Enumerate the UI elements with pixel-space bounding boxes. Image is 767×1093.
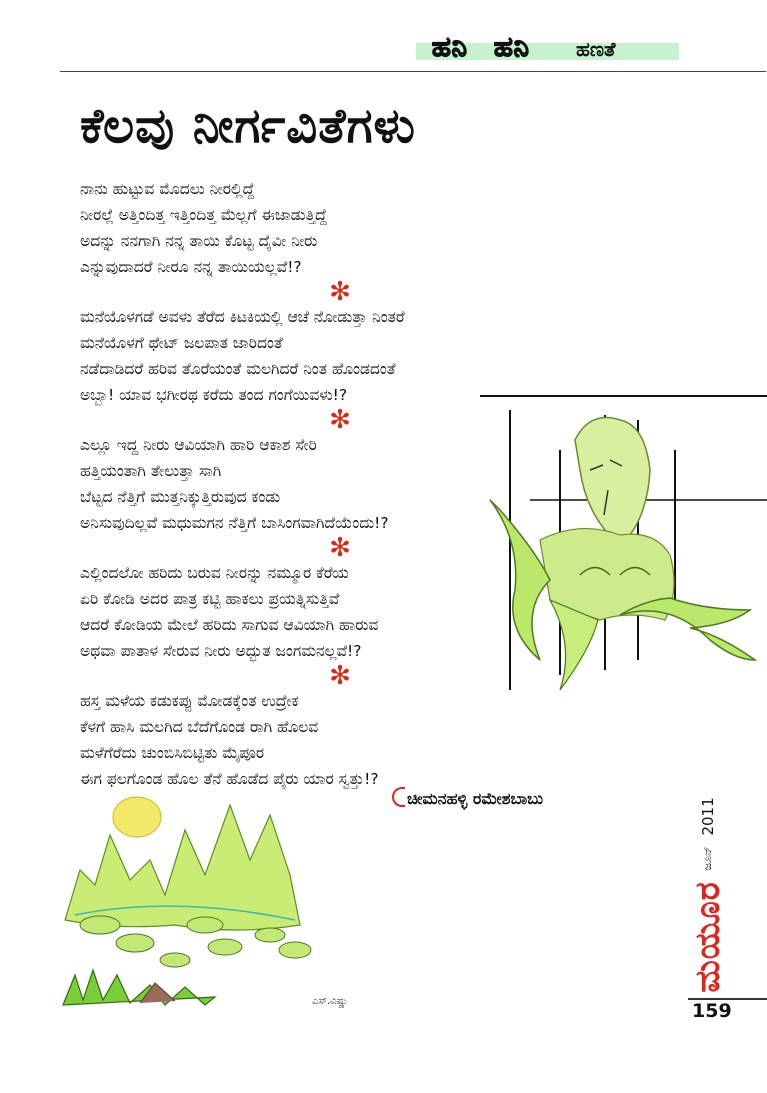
asterisk-separator: ✻ — [329, 533, 351, 563]
poem-line: ಮನೆಯೊಳಗಡೆ ಅವಳು ತೆರೆದ ಕಿಟಕಿಯಲ್ಲಿ ಆಚೆ ನೋಡುತ್ತಾ ನಿಂತರೆ — [80, 308, 405, 326]
poem-line: ಎನ್ನುವುದಾದರೆ ನೀರೂ ನನ್ನ ತಾಯಿಯಲ್ಲವೆ!? — [80, 258, 302, 276]
poem-line: ಅಬ್ಬಾ! ಯಾವ ಭಗೀರಥ ಕರೆದು ತಂದ ಗಂಗೆಯಿವಳು!? — [80, 386, 348, 404]
illustration-credit: ಎಸ್.ವಿಷ್ಣು — [312, 996, 348, 1007]
poem-line: ನಾನು ಹುಟ್ಟುವ ಮೊದಲು ನೀರಲ್ಲಿದ್ದೆ — [80, 180, 255, 198]
header-rule — [60, 71, 766, 72]
poem-line: ಕೆಳಗೆ ಹಾಸಿ ಮಲಗಿದ ಬೆದೆಗೊಂಡ ರಾಗಿ ಹೊಲವ — [80, 718, 319, 736]
poem-line: ಮಳೆಗೆರೆದು ಚುಂಬಿಸಿಬಿಟ್ಟಿತು ಮೈಪೂರ — [80, 744, 265, 762]
page-number: 159 — [692, 1000, 732, 1022]
author-name: ಚೀಮನಹಳ್ಳಿ ರಮೇಶಬಾಬು — [407, 789, 544, 808]
asterisk-separator: ✻ — [329, 661, 351, 691]
issue-month: ಜೂನ್ — [701, 846, 714, 871]
poem-line: ಅನಿಸುವುದಿಲ್ಲವೆ ಮಧುಮಗನ ನೆತ್ತಿಗೆ ಬಾಸಿಂಗವಾಗಿದೆಯೆಂದು!? — [80, 514, 389, 532]
poem-body — [80, 176, 520, 792]
byline-mark-icon — [392, 787, 405, 807]
poem-line: ನಡೆದಾಡಿದರೆ ಹರಿವ ತೊರೆಯಂತೆ ಮಲಗಿದರೆ ನಿಂತ ಹೊಂಡದಂತೆ — [80, 360, 396, 378]
stanza-4 — [80, 560, 520, 664]
header-word-1: ಹನಿ — [432, 32, 468, 63]
header-word-2: ಹನಿ — [494, 32, 530, 63]
page-title: ಕೆಲವು ನೀರ್ಗವಿತೆಗಳು — [80, 98, 416, 154]
poem-line: ಎಲ್ಲಿಂದಲೋ ಹರಿದು ಬರುವ ನೀರನ್ನು ನಮ್ಮೂರ ಕೆರೆಯ — [80, 564, 349, 582]
poem-line: ಏರಿ ಕೋಡಿ ಅದರ ಪಾತ್ರ ಕಟ್ಟಿ ಹಾಕಲು ಪ್ರಯತ್ನಿಸುತ್ತಿವೆ — [80, 590, 340, 608]
poem-line: ಅದನ್ನು ನನಗಾಗಿ ನನ್ನ ತಾಯಿ ಕೊಟ್ಟ ದೈವೀ ನೀರು — [80, 232, 318, 250]
poem-line: ಅಥವಾ ಪಾತಾಳ ಸೇರುವ ನೀರು ಅದ್ಭುತ ಜಂಗಮನಲ್ಲವೆ!? — [80, 642, 362, 660]
stanza-2 — [80, 304, 520, 408]
poem-line: ಮನೆಯೊಳಗೆ ಥೇಟ್ ಜಲಪಾತ ಜಾರಿದಂತೆ — [80, 334, 283, 352]
poem-line: ಹತ್ತಿಯಂತಾಗಿ ತೇಲುತ್ತಾ ಸಾಗಿ — [80, 462, 222, 480]
header-word-3: ಹಣತೆ — [576, 37, 616, 61]
poem-line: ನೀರಲ್ಲೆ ಅತ್ತಿಂದಿತ್ತ ಇತ್ತಿಂದಿತ್ತ ಮೆಲ್ಲಗೆ ಈಜಾಡುತ್ತಿದ್ದೆ — [80, 206, 328, 224]
asterisk-separator: ✻ — [329, 277, 351, 307]
masthead-text — [688, 797, 728, 992]
poem-line: ಆದರೆ ಕೋಡಿಯ ಮೇಲೆ ಹರಿದು ಸಾಗುವ ಆವಿಯಾಗಿ ಹಾರುವ — [80, 616, 379, 634]
vertical-masthead — [688, 797, 728, 993]
stanza-3 — [80, 432, 520, 536]
woman-window-illustration — [480, 360, 767, 700]
poem-line: ಬೆಟ್ಟದ ನೆತ್ತಿಗೆ ಮುತ್ತನಿಕ್ಕುತ್ತಿರುವುದ ಕಂಡು — [80, 488, 281, 506]
poem-line: ಎಲ್ಲೂ ಇದ್ದ ನೀರು ಆವಿಯಾಗಿ ಹಾರಿ ಆಕಾಶ ಸೇರಿ — [80, 436, 317, 454]
landscape-illustration — [55, 775, 355, 1015]
issue-year: 2011 — [699, 797, 717, 836]
author-byline — [392, 787, 543, 809]
magazine-name: ಮಯೂರ — [688, 881, 728, 993]
poem-line: ಈಗ ಫಲಗೊಂಡ ಹೊಲ ತೆನೆ ಹೊಡೆದ ಪೈರು ಯಾರ ಸ್ವತ್ತು!? — [80, 770, 379, 788]
stanza-1 — [80, 176, 520, 280]
poem-line: ಹಸ್ತ ಮಳೆಯ ಕಡುಕಪ್ಪು ಮೋಡಕ್ಕೆಂತ ಉದ್ರೇಕ — [80, 692, 299, 710]
asterisk-separator: ✻ — [329, 405, 351, 435]
